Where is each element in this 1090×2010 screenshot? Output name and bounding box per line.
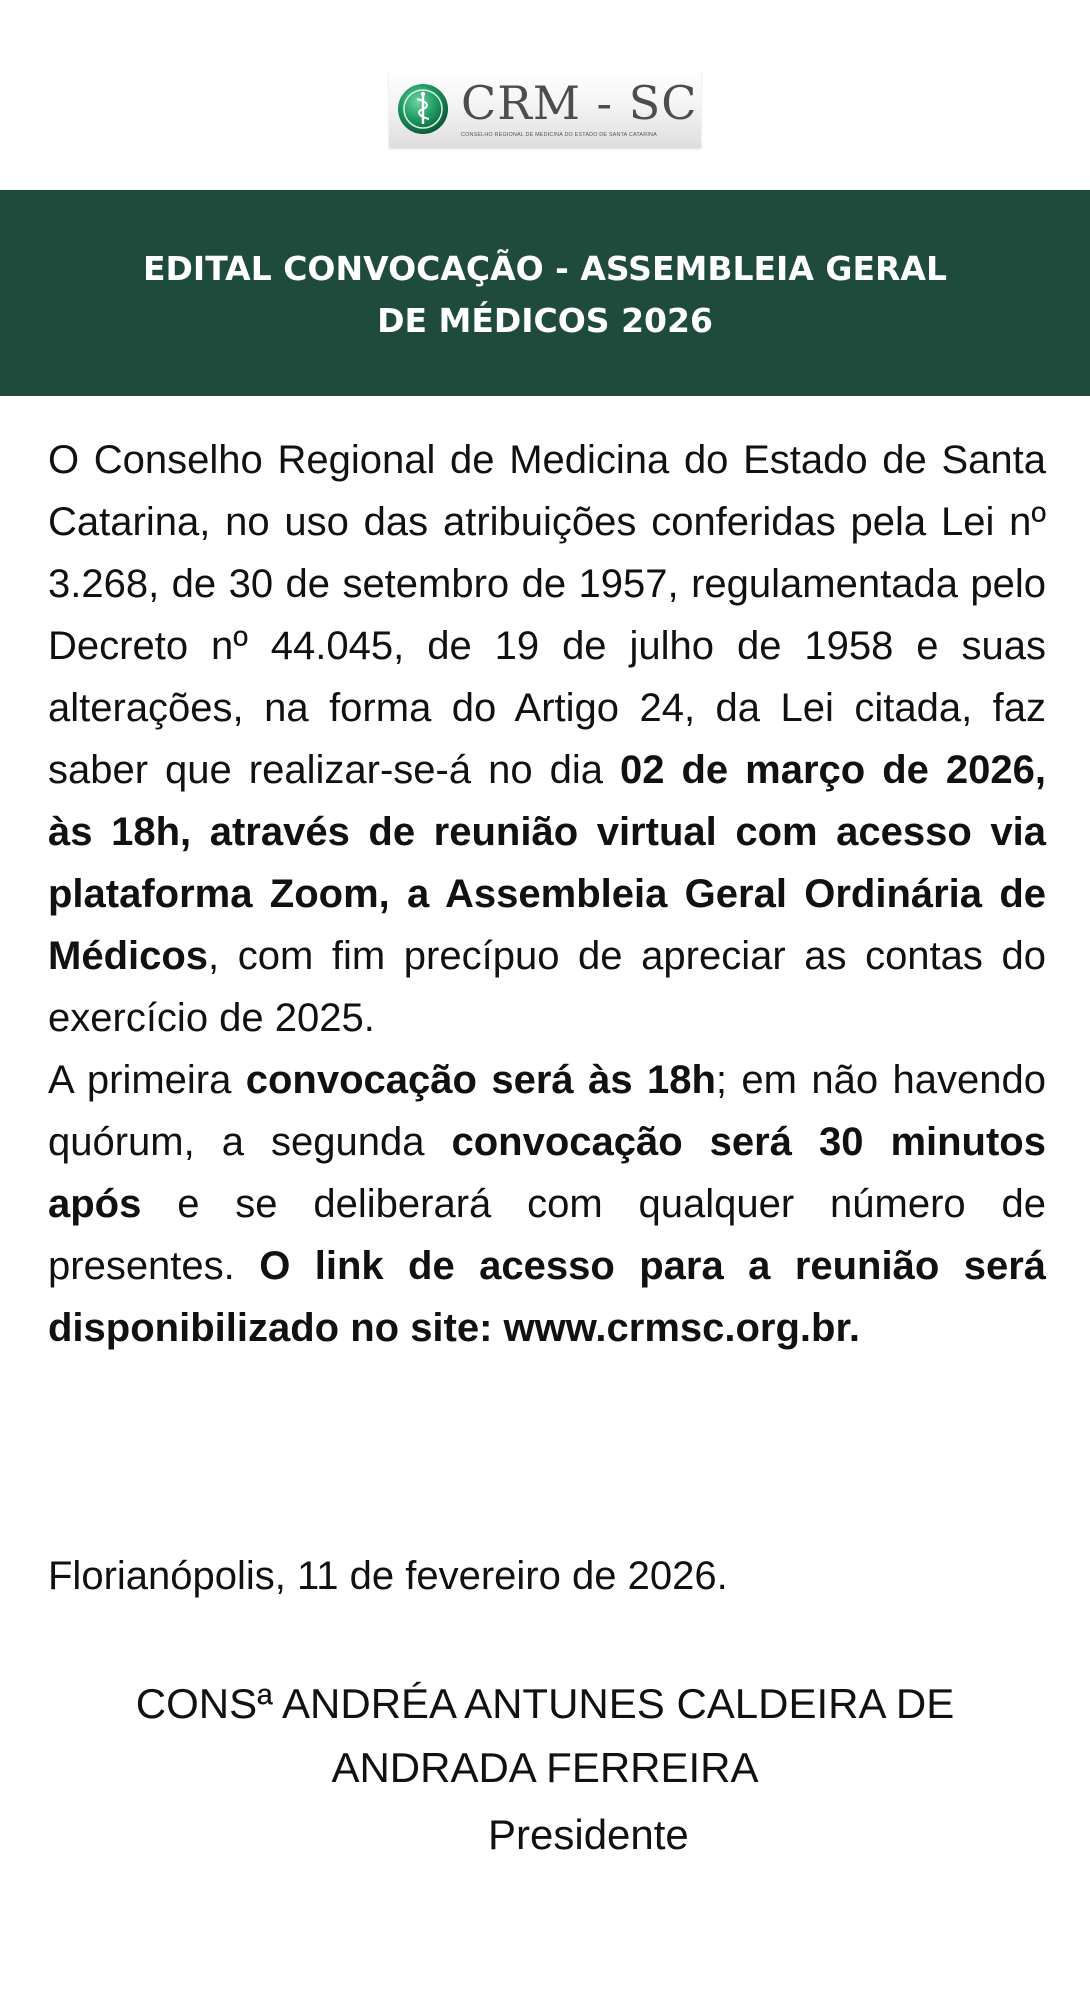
caduceus-emblem-icon [397, 83, 449, 135]
title-banner [0, 190, 1090, 396]
paragraph-1-intro: O Conselho Regional de Medicina do Estado de Santa Catarina, no uso das atribuições conferidas pela Lei nº 3.268, de 30 de setembro de 1957, regulamentada pelo Decreto nº 44.045, de 19 de julho de 1958 e suas alterações, na forma do Artigo 24, da Lei citada, faz saber que realizar-se-á no dia [48, 438, 1046, 792]
paragraph-2-text-3: e se deliberará com qualquer número de presentes. [48, 1182, 1046, 1288]
paragraph-2-text-1: A primeira [48, 1058, 246, 1102]
paragraph-1-end: , com fim precípuo de apreciar as contas do exercício de 2025. [48, 934, 1046, 1040]
paragraph-2-bold-2: convocação será 30 minutos após [48, 1120, 1046, 1226]
notice-title [105, 243, 985, 347]
notice-body [48, 429, 1046, 1359]
signer-name-line-2: ANDRADA FERREIRA [331, 1744, 759, 1791]
paragraph-quorum [48, 1049, 1046, 1359]
signer-name [0, 1672, 1090, 1800]
paragraph-1-highlight: 02 de março de 2026, às 18h, através de reunião virtual com acesso via plataforma Zoom, a Assembleia Geral Ordinária de Médicos [48, 748, 1046, 978]
paragraph-2-text-2: ; em não havendo quórum, a segunda [48, 1058, 1046, 1164]
date-location: Florianópolis, 11 de fevereiro de 2026. [48, 1554, 728, 1598]
notice-title-line-2: DE MÉDICOS 2026 [377, 301, 713, 340]
paragraph-convocation [48, 429, 1046, 1049]
paragraph-2-bold-1: convocação será às 18h [245, 1058, 716, 1102]
crm-sc-logo [389, 70, 701, 148]
signer-role: Presidente [488, 1811, 689, 1858]
notice-title-line-1: EDITAL CONVOCAÇÃO - ASSEMBLEIA GERAL [143, 249, 947, 288]
signer-name-line-1: CONSª ANDRÉA ANTUNES CALDEIRA DE [135, 1680, 955, 1727]
logo-wordmark: CRM - SC [461, 76, 698, 130]
logo-subtitle: CONSELHO REGIONAL DE MEDICINA DO ESTADO DE SANTA CATARINA [461, 132, 657, 138]
paragraph-2-bold-3: O link de acesso para a reunião será disponibilizado no site: www.crmsc.org.br. [48, 1244, 1047, 1350]
